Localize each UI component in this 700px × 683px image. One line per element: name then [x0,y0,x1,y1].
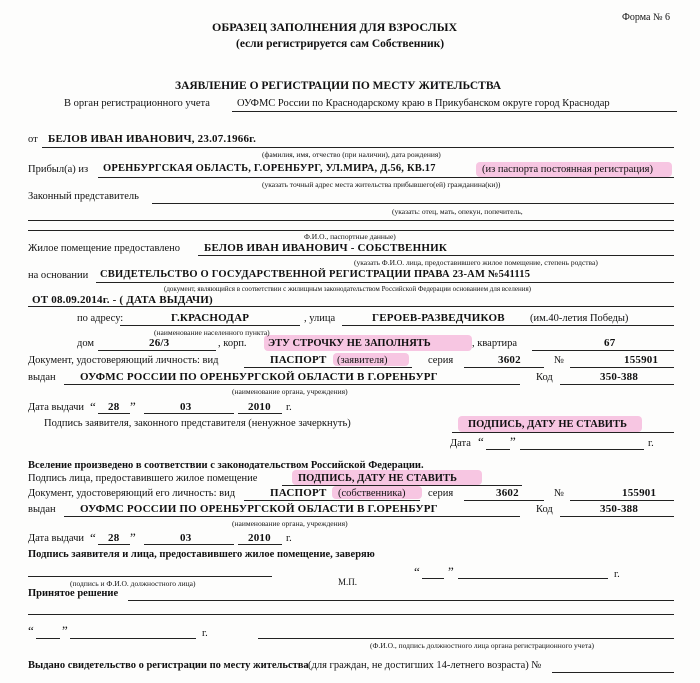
sign-date-open-quote: “ [478,434,484,449]
issue-day-close-quote: ” [130,399,136,414]
kv-value: 67 [604,337,616,349]
sign-date-year-suffix: г. [648,438,654,449]
korp-label: , корп. [218,338,247,349]
num-label: № [554,355,565,366]
decision-date-open-quote: “ [28,623,34,638]
arrived-label: Прибыл(а) из [28,164,89,175]
series-value: 3602 [498,354,521,366]
doc-label: Документ, удостоверяющий личность: вид [28,355,219,366]
authority-value: ОУФМС России по Краснодарскому краю в Прикубанском округе город Краснодар [237,98,610,109]
doc2-num-value: 155901 [622,487,657,499]
basis-caption: (документ, являющийся в соответствии с жилищным законодательством Российской Федерации основанием для вселения) [164,285,531,293]
sign-note: ПОДПИСЬ, ДАТУ НЕ СТАВИТЬ [468,419,627,430]
city-caption: (наименование населенного пункта) [154,328,270,337]
doc-value: ПАСПОРТ [270,354,327,366]
code-value: 350-388 [600,371,639,383]
settle-text: Вселение произведено в соответствии с законодательством Российской Федерации. [28,460,424,471]
cert-label: Выдано свидетельство о регистрации по месту жительства [28,660,309,671]
sample-title: ОБРАЗЕЦ ЗАПОЛНЕНИЯ ДЛЯ ВЗРОСЛЫХ [212,20,458,34]
issuer-caption: (наименование органа, учреждения) [232,387,348,396]
issue-year-suffix: г. [286,402,292,413]
fio-caption: Ф.И.О., паспортные данные) [304,232,396,241]
doc2-note: (собственника) [338,488,406,499]
issue2-day: 28 [108,532,120,544]
series-label: серия [428,355,454,366]
form-number: Форма № 6 [622,12,670,23]
arrived-note: (из паспорта постоянная регистрация) [482,164,653,175]
provider-sign-label: Подпись лица, предоставившего жилое помещение [28,473,258,484]
address-label: по адресу: [77,313,124,324]
kv-label: , квартира [472,338,518,349]
bottom-sign-label: Подпись заявителя и лица, предоставившего жилое помещение, заверяю [28,549,375,560]
from-value: БЕЛОВ ИВАН ИВАНОВИЧ, 23.07.1966г. [48,133,257,145]
doc2-num-label: № [554,488,565,499]
decision-year-suffix: г. [202,628,208,639]
legal-rep-caption: (указать: отец, мать, опекун, попечитель, [392,207,523,216]
arrived-value: ОРЕНБУРГСКАЯ ОБЛАСТЬ, Г.ОРЕНБУРГ, УЛ.МИРА, Д.56, КВ.17 [103,163,436,174]
cert-date-close-quote: ” [448,564,454,579]
from-label: от [28,134,38,145]
doc-note: (заявителя) [337,355,388,366]
issue2-date-label: Дата выдачи [28,533,85,544]
main-title: ЗАЯВЛЕНИЕ О РЕГИСТРАЦИИ ПО МЕСТУ ЖИТЕЛЬСТВА [175,80,502,92]
issue-day: 28 [108,401,120,413]
official2-caption: (Ф.И.О., подпись должностного лица органа регистрационного учета) [370,641,595,650]
city-value: Г.КРАСНОДАР [171,312,250,324]
cert-year-suffix: г. [614,569,620,580]
provider-sign-note: ПОДПИСЬ, ДАТУ НЕ СТАВИТЬ [298,473,457,484]
issue-year: 2010 [248,401,271,413]
cert-date-open-quote: “ [414,564,420,579]
cert-tail: (для граждан, не достигших 14-летнего возраста) № [308,660,542,671]
issue-day-open-quote: “ [90,399,96,414]
doc2-series-label: серия [428,488,454,499]
legal-rep-label: Законный представитель [28,191,139,202]
code2-label: Код [536,504,553,515]
decision-label: Принятое решение [28,588,119,599]
num-value: 155901 [624,354,659,366]
issue-month: 03 [180,401,192,413]
sign-label: Подпись заявителя, законного представителя (ненужное зачеркнуть) [44,418,351,429]
basis-value: СВИДЕТЕЛЬСТВО О ГОСУДАРСТВЕННОЙ РЕГИСТРАЦИИ ПРАВА 23-АМ №541115 [100,269,531,280]
housing-value: БЕЛОВ ИВАН ИВАНОВИЧ - СОБСТВЕННИК [204,242,448,254]
official-caption: (подпись и Ф.И.О. должностного лица) [70,579,196,588]
housing-caption: (указать Ф.И.О. лица, предоставившего жилое помещение, степень родства) [354,258,598,267]
basis-date-value: ОТ 08.09.2014г. - ( ДАТА ВЫДАЧИ) [32,294,213,306]
date-label: Дата [450,438,471,449]
issue2-year-suffix: г. [286,533,292,544]
housing-label: Жилое помещение предоставлено [28,243,181,254]
issue2-year: 2010 [248,532,271,544]
sign-date-close-quote: ” [510,434,516,449]
issued-label: выдан [28,372,56,383]
street-tail: (им.40-летия Победы) [530,313,629,324]
issued2-label: выдан [28,504,56,515]
mp-label: М.П. [338,577,358,587]
authority-label: В орган регистрационного учета [64,98,210,109]
sample-subtitle: (если регистрируется сам Собственник) [236,38,445,50]
doc2-label: Документ, удостоверяющий его личность: вид [28,488,236,499]
house-label: дом [77,338,95,349]
issued2-value: ОУФМС РОССИИ ПО ОРЕНБУРГСКОЙ ОБЛАСТИ В Г.ОРЕНБУРГ [80,503,438,515]
issuer2-caption: (наименование органа, учреждения) [232,519,348,528]
issue-date-label: Дата выдачи [28,402,85,413]
street-label: , улица [304,313,336,324]
doc2-value: ПАСПОРТ [270,487,327,499]
basis-label: на основании [28,270,89,281]
issue2-day-open-quote: “ [90,530,96,545]
decision-date-close-quote: ” [62,623,68,638]
issue2-day-close-quote: ” [130,530,136,545]
from-caption: (фамилия, имя, отчество (при наличии), дата рождения) [262,150,441,159]
house-value: 26/3 [149,337,170,349]
korp-note: ЭТУ СТРОЧКУ НЕ ЗАПОЛНЯТЬ [268,338,431,349]
doc2-series-value: 3602 [496,487,519,499]
issued-value: ОУФМС РОССИИ ПО ОРЕНБУРГСКОЙ ОБЛАСТИ В Г.ОРЕНБУРГ [80,371,438,383]
code-label: Код [536,372,553,383]
code2-value: 350-388 [600,503,639,515]
issue2-month: 03 [180,532,192,544]
street-value: ГЕРОЕВ-РАЗВЕДЧИКОВ [372,312,505,324]
arrived-caption: (указать точный адрес места жительства прибывшего(ей) гражданина(ки)) [262,180,501,189]
